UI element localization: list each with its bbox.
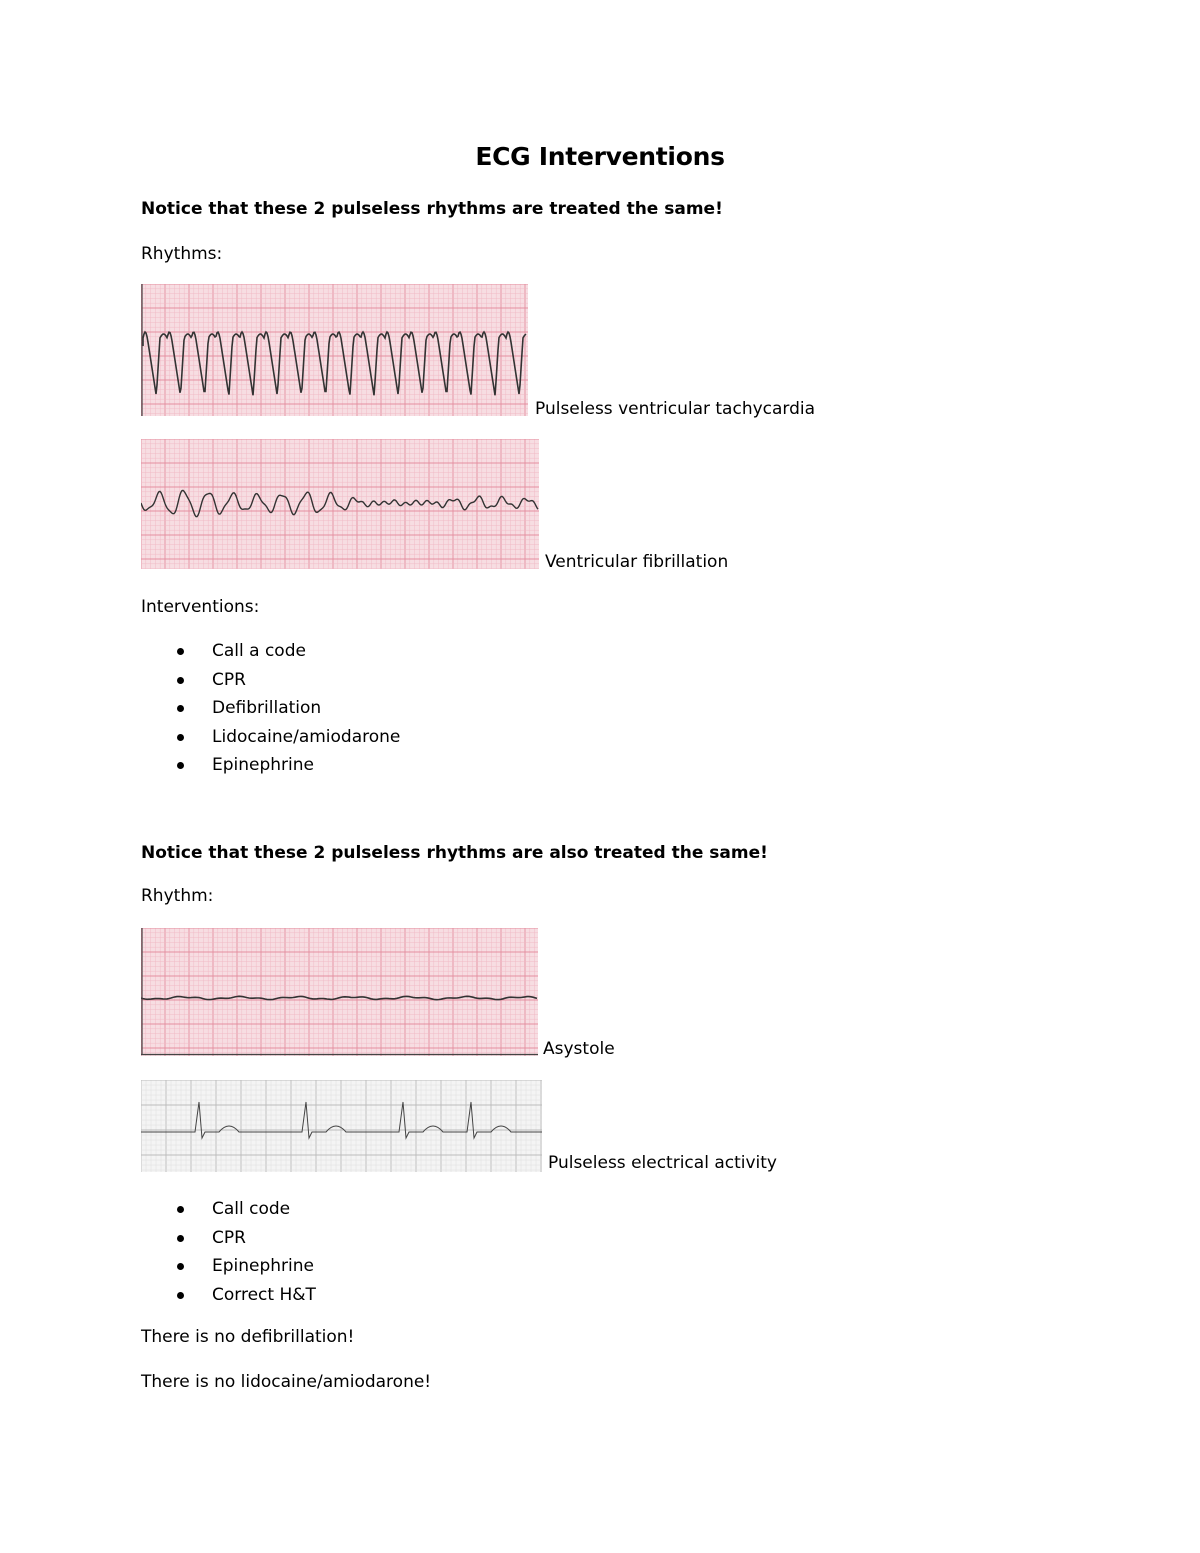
- ecg-strip-vfib-image: [141, 439, 539, 569]
- list-item: [141, 637, 400, 666]
- list-item: [141, 751, 400, 780]
- note-no-defibrillation: There is no defibrillation!: [141, 1327, 355, 1347]
- section1-heading: Notice that these 2 pulseless rhythms are treated the same!: [141, 199, 723, 219]
- list-item: [141, 694, 400, 723]
- list-item-text: Epinephrine: [212, 1256, 314, 1276]
- list-item-text: Correct H&T: [212, 1284, 316, 1305]
- caption-vfib: Ventricular fibrillation: [545, 552, 729, 572]
- list-item-text: Call a code: [212, 641, 306, 661]
- list-item-text: CPR: [212, 1227, 246, 1248]
- list-item: [141, 1224, 316, 1253]
- list-item-text: Lidocaine/amiodarone: [212, 726, 401, 747]
- list-item-text: Epinephrine: [212, 755, 314, 775]
- list-item: [141, 723, 400, 752]
- interventions-list-2: [141, 1195, 316, 1309]
- list-item: [141, 1281, 316, 1310]
- bullet-icon: [177, 1263, 184, 1270]
- section2-heading: Notice that these 2 pulseless rhythms are also treated the same!: [141, 843, 768, 863]
- note-no-lidocaine: There is no lidocaine/amiodarone!: [141, 1372, 432, 1392]
- ecg-strip-pea-image: [141, 1080, 542, 1172]
- ecg-strip-vtach-image: [141, 284, 528, 416]
- list-item-text: Defibrillation: [212, 698, 322, 718]
- interventions-list-1: [141, 637, 400, 780]
- bullet-icon: [177, 1292, 184, 1299]
- bullet-icon: [177, 648, 184, 655]
- list-item-text: CPR: [212, 669, 246, 690]
- caption-asystole: Asystole: [543, 1039, 615, 1059]
- bullet-icon: [177, 677, 184, 684]
- bullet-icon: [177, 705, 184, 712]
- caption-pea: Pulseless electrical activity: [548, 1153, 777, 1173]
- list-item: [141, 666, 400, 695]
- page-title: ECG Interventions: [475, 142, 725, 171]
- list-item: [141, 1252, 316, 1281]
- rhythms-label: Rhythms:: [141, 244, 223, 264]
- bullet-icon: [177, 734, 184, 741]
- ecg-strip-asystole-image: [141, 928, 538, 1056]
- bullet-icon: [177, 1206, 184, 1213]
- bullet-icon: [177, 1235, 184, 1242]
- caption-vtach: Pulseless ventricular tachycardia: [535, 399, 816, 419]
- rhythm-label: Rhythm:: [141, 886, 214, 906]
- ecg-paper-background: [141, 284, 528, 416]
- bullet-icon: [177, 762, 184, 769]
- interventions-label: Interventions:: [141, 597, 260, 617]
- list-item-text: Call code: [212, 1199, 291, 1219]
- list-item: [141, 1195, 316, 1224]
